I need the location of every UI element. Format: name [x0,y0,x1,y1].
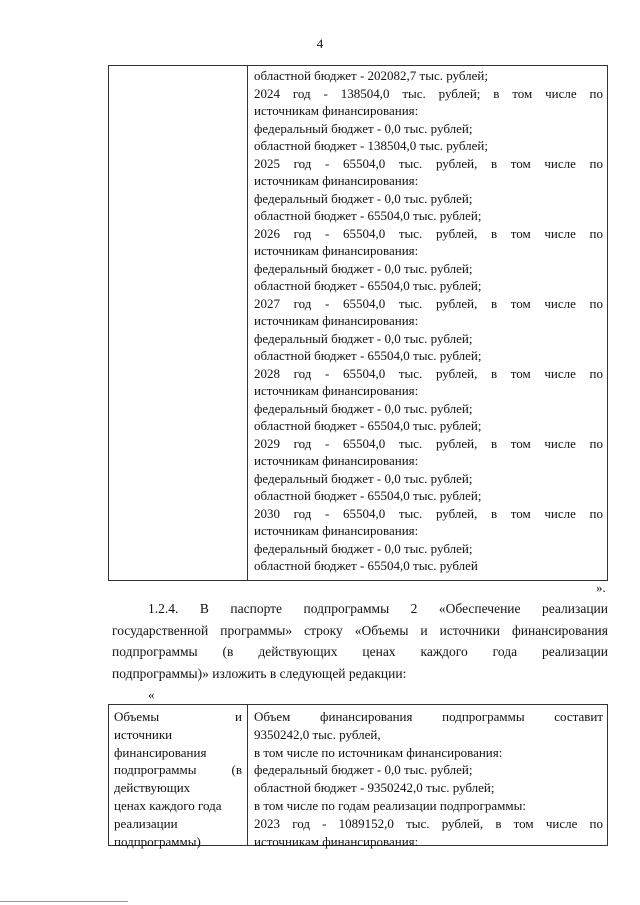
text-line: источникам финансирования: [254,103,419,118]
text-line: областной бюджет - 65504,0 тыс. рублей [254,558,478,573]
text-line: 2025 год - 65504,0 тыс. рублей, в том числе по [254,155,603,171]
paragraph-line: подпрограммы)» изложить в следующей редакции: [112,665,407,681]
text-line: 9350242,0 тыс. рублей, [254,726,381,742]
text-line: 2028 год - 65504,0 тыс. рублей, в том числе по [254,365,603,381]
text-line: 2023 год - 1089152,0 тыс. рублей, в том числе по [254,815,603,831]
text-line: Объем финансирования подпрограммы составит [254,709,603,724]
text-line: источникам финансирования: [254,833,419,849]
text-line: областной бюджет - 9350242,0 тыс. рублей; [254,780,495,796]
row-value-cell [254,708,603,850]
page-number: 4 [316,36,324,51]
column-divider [247,705,248,845]
text-line: 2030 год - 65504,0 тыс. рублей, в том числе по [254,505,603,521]
closing-quote: ». [596,580,606,595]
subprogram-funding-table [108,704,608,849]
funding-table-continued [108,65,608,581]
text-line: источники [114,726,173,742]
paragraph-line: государственной программы» строку «Объемы и источники финансирования [112,622,608,638]
text-line: областной бюджет - 65504,0 тыс. рублей; [254,278,482,293]
text-line: 2026 год - 65504,0 тыс. рублей, в том числе по [254,225,603,241]
row-label-cell [114,708,242,850]
text-line: областной бюджет - 138504,0 тыс. рублей; [254,138,488,153]
text-line: областной бюджет - 65504,0 тыс. рублей; [254,418,482,433]
text-line: источникам финансирования: [254,313,419,328]
text-line: областной бюджет - 65504,0 тыс. рублей; [254,488,482,503]
opening-quote: « [148,687,155,702]
text-line: федеральный бюджет - 0,0 тыс. рублей; [254,470,473,486]
text-line: 2029 год - 65504,0 тыс. рублей, в том числе по [254,435,603,451]
text-line: источникам финансирования: [254,383,419,398]
funding-details-cell [254,67,603,575]
text-line: источникам финансирования: [254,523,419,538]
text-line: Объемы и [114,709,242,724]
text-line: в том числе по годам реализации подпрограммы: [254,797,526,813]
text-line: областной бюджет - 65504,0 тыс. рублей; [254,208,482,223]
text-line: ценах каждого года [114,797,222,813]
text-line: областной бюджет - 202082,7 тыс. рублей; [254,68,488,83]
text-line: в том числе по источникам финансирования: [254,744,503,760]
text-line: федеральный бюджет - 0,0 тыс. рублей; [254,762,473,778]
column-divider [247,66,248,580]
footer-rule [0,901,128,902]
text-line: действующих [114,780,191,796]
text-line: подпрограммы) [114,833,201,849]
text-line: реализации [114,815,178,831]
text-line: 2024 год - 138504,0 тыс. рублей; в том числе по [254,85,603,101]
text-line: источникам финансирования: [254,243,419,258]
text-line: федеральный бюджет - 0,0 тыс. рублей; [254,260,473,276]
text-line: федеральный бюджет - 0,0 тыс. рублей; [254,540,473,556]
paragraph-line: подпрограммы (в действующих ценах каждого года реализации [112,644,608,659]
text-line: подпрограммы (в [114,762,242,778]
amendment-paragraph [112,598,608,684]
text-line: финансирования [114,744,207,760]
text-line: 2027 год - 65504,0 тыс. рублей, в том числе по [254,295,603,311]
text-line: федеральный бюджет - 0,0 тыс. рублей; [254,400,473,416]
text-line: областной бюджет - 65504,0 тыс. рублей; [254,348,482,363]
text-line: источникам финансирования: [254,173,419,188]
paragraph-line: 1.2.4. В паспорте подпрограммы 2 «Обеспечение реализации [148,601,608,616]
text-line: федеральный бюджет - 0,0 тыс. рублей; [254,330,473,346]
text-line: федеральный бюджет - 0,0 тыс. рублей; [254,190,473,206]
text-line: федеральный бюджет - 0,0 тыс. рублей; [254,120,473,136]
text-line: источникам финансирования: [254,453,419,468]
